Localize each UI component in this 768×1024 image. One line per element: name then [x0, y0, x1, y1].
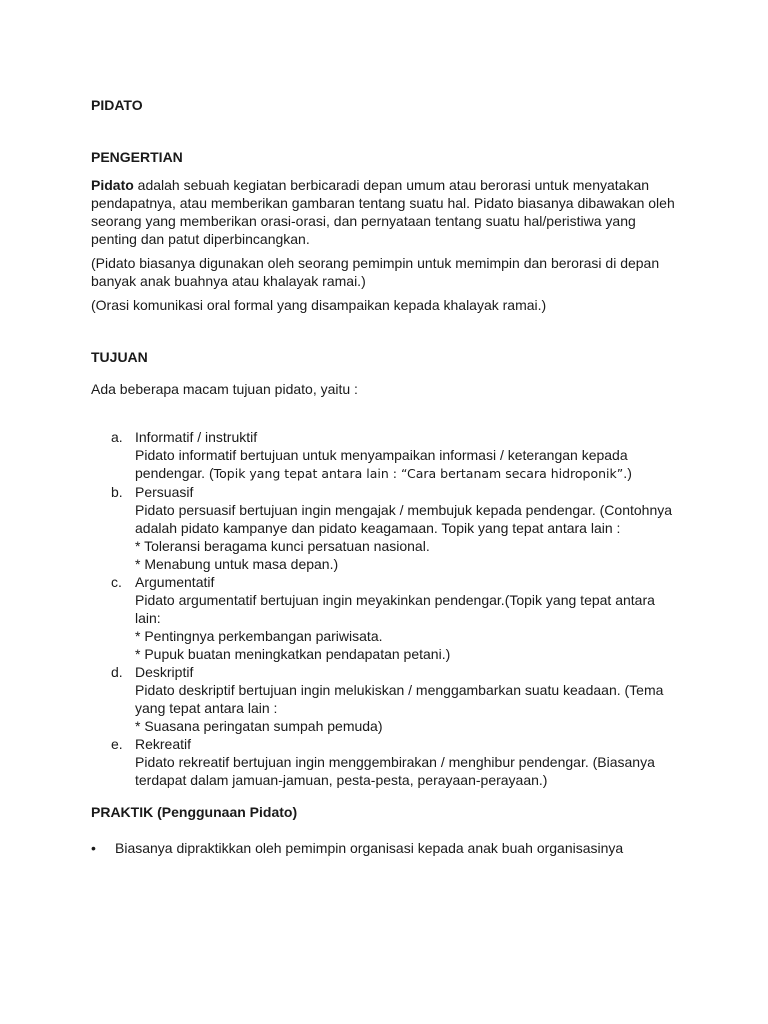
item-description: Pidato deskriptif bertujuan ingin melukiskan / menggambarkan suatu keadaan. (Tema yang tepat antara lain :	[135, 682, 664, 716]
item-name: Persuasif	[135, 484, 194, 500]
item-description: Pidato argumentatif bertujuan ingin meyakinkan pendengar.(Topik yang tepat antara lain:	[135, 592, 655, 626]
tujuan-intro: Ada beberapa macam tujuan pidato, yaitu :	[91, 381, 358, 397]
item-name: Informatif / instruktif	[135, 429, 258, 445]
list-marker: c.	[111, 574, 122, 590]
item-topic-line: * Pupuk buatan meningkatkan pendapatan petani.)	[135, 646, 451, 662]
item-description: Pidato persuasif bertujuan ingin mengajak / membujuk kepada pendengar. (Contohnya adalah pidato kampanye dan pidato keagamaan. Topik yang tepat antara lain :	[135, 502, 673, 536]
list-item	[91, 483, 681, 573]
item-topic-line: * Toleransi beragama kunci persatuan nasional.	[135, 538, 430, 554]
list-marker: a.	[111, 429, 123, 445]
list-marker: e.	[111, 736, 123, 752]
item-description: Pidato rekreatif bertujuan ingin menggembirakan / menghibur pendengar. (Biasanya terdapat dalam jamuan-jamuan, pesta-pesta, perayaan-perayaan.)	[135, 754, 655, 788]
item-topic-line: * Menabung untuk masa depan.)	[135, 556, 339, 572]
praktik-list	[91, 839, 681, 857]
tujuan-list	[91, 428, 681, 789]
heading-tujuan: TUJUAN	[91, 349, 148, 365]
term-pidato: Pidato	[91, 177, 134, 193]
list-item	[91, 735, 681, 789]
pengertian-note-2: (Orasi komunikasi oral formal yang disampaikan kepada khalayak ramai.)	[91, 297, 547, 313]
document-page	[91, 96, 681, 857]
list-item	[91, 663, 681, 735]
item-description: Pidato informatif bertujuan untuk menyampaikan informasi / keterangan kepada pendengar. (Topik yang tepat antara lain : “Cara bertanam secara hidroponik”.)	[135, 447, 632, 481]
item-topic-line: * Suasana peringatan sumpah pemuda)	[135, 718, 383, 734]
document-title: PIDATO	[91, 97, 143, 113]
item-topic: Topik yang tepat antara lain : “Cara bertanam secara hidroponik”.	[213, 466, 628, 481]
list-item	[91, 573, 681, 663]
definition-text: adalah sebuah kegiatan berbicaradi depan umum atau berorasi untuk menyatakan pendapatnya, atau memberikan gambaran tentang suatu hal. Pidato biasanya dibawakan oleh seorang yang memberikan orasi-orasi, dan pernyataan tentang suatu hal/peristiwa yang penting dan patut diperbincangkan.	[91, 177, 675, 247]
list-item	[91, 428, 681, 483]
list-marker: d.	[111, 664, 123, 680]
bullet-text: Biasanya dipraktikkan oleh pemimpin organisasi kepada anak buah organisasinya	[115, 840, 624, 856]
item-name: Argumentatif	[135, 574, 215, 590]
heading-praktik: PRAKTIK (Penggunaan Pidato)	[91, 804, 298, 820]
list-item	[91, 839, 681, 857]
item-name: Rekreatif	[135, 736, 192, 752]
item-topic-line: * Pentingnya perkembangan pariwisata.	[135, 628, 383, 644]
item-name: Deskriptif	[135, 664, 194, 680]
heading-pengertian: PENGERTIAN	[91, 149, 183, 165]
pengertian-paragraph	[91, 176, 681, 248]
pengertian-note-1: (Pidato biasanya digunakan oleh seorang pemimpin untuk memimpin dan berorasi di depan banyak anak buahnya atau khalayak ramai.)	[91, 255, 660, 289]
list-marker: b.	[111, 484, 123, 500]
bullet-icon: •	[91, 840, 96, 856]
